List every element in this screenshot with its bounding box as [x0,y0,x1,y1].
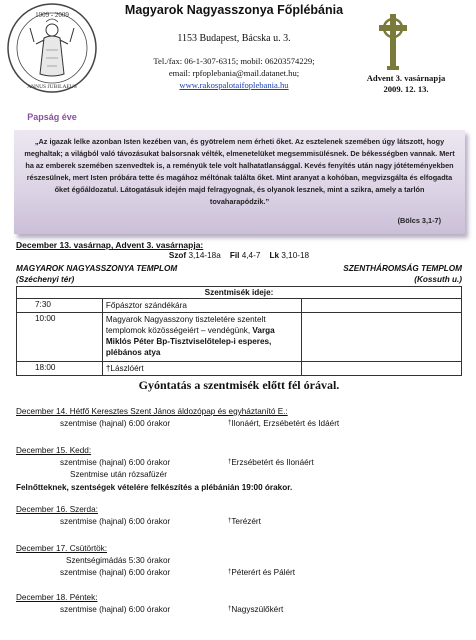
mass-time: 10:00 [17,313,103,362]
church-right [343,263,462,285]
contact-block [96,55,372,91]
reading-3-ref: 3,10-18 [279,251,310,260]
empty-cell [302,362,462,376]
day-heading: December 14. Hétfő Keresztes Szent János áldozópap és egyháztanító E.: [16,407,288,416]
mass-intention-cell [102,313,302,362]
reading-3-book: Lk [269,251,280,260]
year-of-priests-label: Papság éve [27,112,77,122]
day-mass-line: szentmise (hajnal) 6:00 órakor [60,605,171,614]
day-heading: December 16. Szerda: [16,505,98,514]
mass-time: 18:00 [17,362,103,376]
parish-address: 1153 Budapest, Bácska u. 3. [177,33,291,44]
empty-cell [302,299,462,313]
advent-sunday-label: Advent 3. vasárnapja [366,73,446,83]
day-mass-line: szentmise (hajnal) 6:00 órakor [60,458,171,467]
mass-intention: Főpásztor szándékára [102,299,302,313]
day-mass-line: szentmise (hajnal) 6:00 órakor [60,568,171,577]
church-right-location: (Kossuth u.) [414,275,462,284]
day-mass-line: szentmise (hajnal) 6:00 órakor [60,419,171,428]
website-link[interactable]: www.rakospalotaifoplebania.hu [179,80,289,90]
day-heading: December 15. Kedd: [16,446,92,455]
phone-line: Tel./fax: 06-1-307-6315; mobil: 06203574229; [153,56,315,66]
mass-intention: Magyarok Nagyasszony tiszteletére szentelt templomok közösségeiért – vendégünk, [105,315,266,335]
email-line: email: rpfoplebania@mail.datanet.hu; [168,68,300,78]
day-intention: †Péterért és Pálért [228,568,296,577]
table-row [17,299,462,313]
scripture-quote-box [14,130,465,234]
church-left-location: (Széchenyi tér) [16,275,75,284]
day-rosary-line: Szentmise után rózsafüzér [70,470,167,479]
church-left [16,263,177,285]
empty-cell [302,313,462,362]
day-mass-line: szentmise (hajnal) 6:00 órakor [60,517,171,526]
mass-table-header: Szentmisék ideje: [17,287,462,299]
readings-line [16,251,462,260]
mass-intention: †Lászlóért [102,362,302,376]
reading-1-ref: 3,14-18a [186,251,221,260]
advent-date: 2009. 12. 13. [383,84,429,94]
celtic-cross-icon [376,12,410,72]
mass-time: 7:30 [17,299,103,313]
table-row [17,362,462,376]
sunday-heading: December 13. vasárnap, Advent 3. vasárnapja: [16,240,204,250]
day-intention: †Ilonáért, Erzsébetért és Idáért [228,419,340,428]
scripture-reference: (Bölcs 3,1-7) [397,216,441,225]
day-intention: †Erzsébetért és Ilonáért [228,458,314,467]
church-right-name: SZENTHÁROMSÁG TEMPLOM [343,264,462,273]
day-heading: December 17. Csütörtök: [16,544,108,553]
parish-title: Magyarok Nagyasszonya Főplébánia [124,3,344,17]
mass-schedule-table [16,286,462,376]
seal-year-text: 1909 - 2009 [35,11,69,19]
reading-1-book: Szof [168,251,187,260]
day-intention: †Terézért [228,517,261,526]
scripture-quote-text: „Az igazak lelke azonban Isten kezében van, és gyötrelem nem érheti őket. Az esztelenek szemében úgy látszott, hogy meghaltak; a világból való távozásukat balsorsnak vélték, elmenetelüket megsemmisülésnek. De békességben vannak. Mert ha az emberek szemében szenvedtek is, a reményük tele volt halhatatlansággal. Kevés fenyítés után nagy jótéteményekben részesülnek, mert Isten próbára tette és magához méltónak találta őket. Mint aranyat a kohóban, megvizsgálta és elfogadta őket égőáldozatul. Látogatásuk idején majd felragyognak, és olyanok lesznek, mint a szikra, amely a tarlón tovaharapódzik.” [24,137,455,206]
day-intention: †Nagyszülőkért [228,605,284,614]
table-row [17,313,462,362]
day-heading: December 18. Péntek: [16,593,98,602]
preparation-notice: Felnőtteknek, szentségek vételére felkészítés a plébánián 19:00 órakor. [16,483,293,492]
confession-notice: Gyóntatás a szentmisék előtt fél órával. [138,378,340,392]
church-left-name: MAGYAROK NAGYASSZONYA TEMPLOM [16,264,178,273]
reading-2-book: Fil [229,251,240,260]
day-adoration-line: Szentségimádás 5:30 órakor [66,556,171,565]
reading-2-ref: 4,4-7 [239,251,261,260]
seal-motto-text: ANNUS JUBILAEUS [27,84,77,90]
guest-priest: Varga Miklós Péter Bp-Tisztviselőtelep-i esperes, plébános atya [105,326,275,357]
parish-seal-logo [6,2,98,94]
advent-date-block [350,73,462,95]
